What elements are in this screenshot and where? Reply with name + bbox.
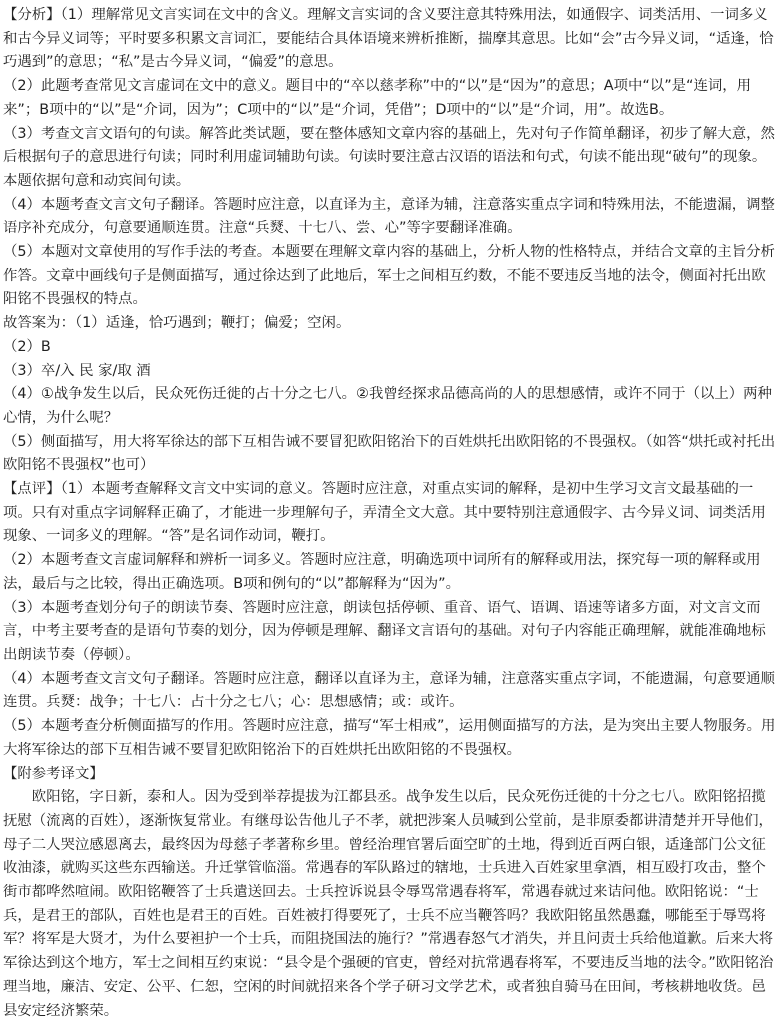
comment-p4: （4）本题考查文言文句子翻译。答题时应注意，翻译以直译为主，意译为辅，注意落实重点字词，不能遗漏，句意要通顺连贯。兵燹：战争；十七八：占十分之七八；心：思想感情；或：或许。 [3, 670, 775, 711]
analysis-label: 【分析】 [3, 7, 61, 23]
comment-p5: （5）本题考查分析侧面描写的作用。答题时应注意，描写“军士相戒”，运用侧面描写的方法，是为突出主要人物服务。用大将军徐达的部下互相告诫不要冒犯欧阳铭治下的百姓烘托出欧阳铭的不畏强权。 [3, 718, 776, 758]
comment-p2: （2）本题考查文言虚词解释和辨析一词多义。答题时应注意，明确选项中词所有的解释或用法，探究每一项的解释或用法，最后与之比较，得出正确选项。B项和例句的“以”都解释为“因为”。 [3, 552, 761, 592]
translation-body: 欧阳铭，字日新，泰和人。因为受到举荐提拔为江都县丞。战争发生以后，民众死伤迁徙的十分之七八。欧阳铭招揽抚慰（流离的百姓），逐渐恢复常业。有继母讼告他儿子不孝，就把涉案人员喊到公堂前，是非原委都讲清楚并开导他们，母子二人哭泣感恩离去，最终因为母慈子孝著称乡里。曾经治理官署后面空旷的土地，得到近百两白银，适逢部门公文征收油漆，就购买这些东西输送。升迁掌管临淄。常遇春的军队路过的辖地，士兵进入百姓家里拿酒，相互殴打攻击，整个街市都哗然喧闹。欧阳铭鞭答了士兵遣送回去。士兵控诉说县令辱骂常遇春将军，常遇春就过来诘问他。欧阳铭说：“士兵，是君王的部队，百姓也是君王的百姓。百姓被打得要死了，士兵不应当鞭答吗？我欧阳铭虽然愚蠢，哪能至于辱骂将军？将军是大贤才，为什么要袒护一个士兵，而阻挠国法的施行？”常遇春怒气才消失，并且问责士兵给他道歉。后来大将军徐达到这个地方，军士之间相互约束说：“县令是个强硬的官吏，曾经对抗常遇春将军，不要违反当地的法令。”欧阳铭治理当地，廉洁、安定、公平、仁恕，空闲的时间就招来各个学子研习文学艺术，或者独自骑马在田间，考核耕地收货。邑县安定经济繁荣。 [3, 789, 774, 1019]
comment-label: 【点评】 [3, 481, 61, 498]
analysis-p4: （4）本题考查文言文句子翻译。答题时应注意，以直译为主，意译为辅，注意落实重点字词和特殊用法，不能遗漏，调整语序补充成分，句意要通顺连贯。注意“兵燹、十七八、尝、心”等字要翻译准确。 [3, 196, 775, 237]
comment-p1 [3, 478, 777, 549]
analysis-p3: （3）考查文言文语句的句读。解答此类试题，要在整体感知文章内容的基础上，先对句子作简单翻译，初步了解大意，然后根据句子的意思进行句读；同时利用虚词辅助句读。句读时要注意古汉语的语法和句式，句读不能出现“破句”的现象。本题依据句意和动宾间句读。 [3, 125, 775, 189]
answer-3: （3）卒/入 民 家/取 酒 [3, 362, 151, 379]
comment-p1-text: （1）本题考查解释文言文中实词的意义。答题时应注意，对重点实词的解释，是初中生学习文言文最基础的一项。只有对重点字词解释正确了，才能进一步理解句子，弄清全文大意。其中要特别注意通假字、古今异义词、词类活用现象、一词多义的理解。“答”是名词作动词，鞭打。 [3, 481, 766, 545]
translation-label: 【附参考译文】 [3, 765, 104, 782]
analysis-p2: （2）此题考查常见文言虚词在文中的意义。题目中的“卒以慈孝称”中的“以”是“因为”的意思；A项中“以”是“连词，用来”；B项中的“以”是“介词，因为”；C项中的“以”是“介词，凭借”；D项中的“以”是“介词，用”。故选B。 [3, 78, 752, 118]
answer-2: （2）B [3, 338, 51, 355]
answer-5: （5）侧面描写，用大将军徐达的部下互相告诫不要冒犯欧阳铭治下的百姓烘托出欧阳铭的不畏强权。（如答“烘托或衬托出欧阳铭不畏强权”也可） [3, 433, 776, 474]
analysis-p1-text: （1）理解常见文言实词在文中的含义。理解文言实词的含义要注意其特殊用法，如通假字、词类活用、一词多义和古今异义词等；平时要多积累文言词汇，要能结合具体语境来辨析推断，揣摩其意思。比如“会”古今异义词，“适逢，恰巧遇到”的意思；“私”是古今异义词，“偏爱”的意思。 [3, 7, 774, 71]
analysis-p1 [3, 4, 777, 75]
analysis-p5: （5）本题对文章使用的写作手法的考查。本题要在理解文章内容的基础上，分析人物的性格特点，并结合文章的主旨分析作答。文章中画线句子是侧面描写，通过徐达到了此地后，军士之间相互约数，不能不要违反当地的法令，侧面衬托出欧阳铭不畏强权的特点。 [3, 244, 775, 308]
answer-4: （4）①战争发生以后，民众死伤迁徙的占十分之七八。②我曾经探求品德高尚的人的思想感情，或许不同于（以上）两种心情，为什么呢？ [3, 386, 772, 426]
answers-intro: 故答案为：（1）适逢，恰巧遇到；鞭打；偏爱；空闲。 [3, 315, 351, 332]
comment-p3: （3）本题考查划分句子的朗读节奏、答题时应注意，朗读包括停顿、重音、语气、语调、语速等诸多方面，对文言文而言，中考主要考查的是语句节奏的划分，因为停顿是理解、翻译文言语句的基础。对句子内容能正确理解，就能准确地标出朗读节奏（停顿）。 [3, 599, 766, 663]
